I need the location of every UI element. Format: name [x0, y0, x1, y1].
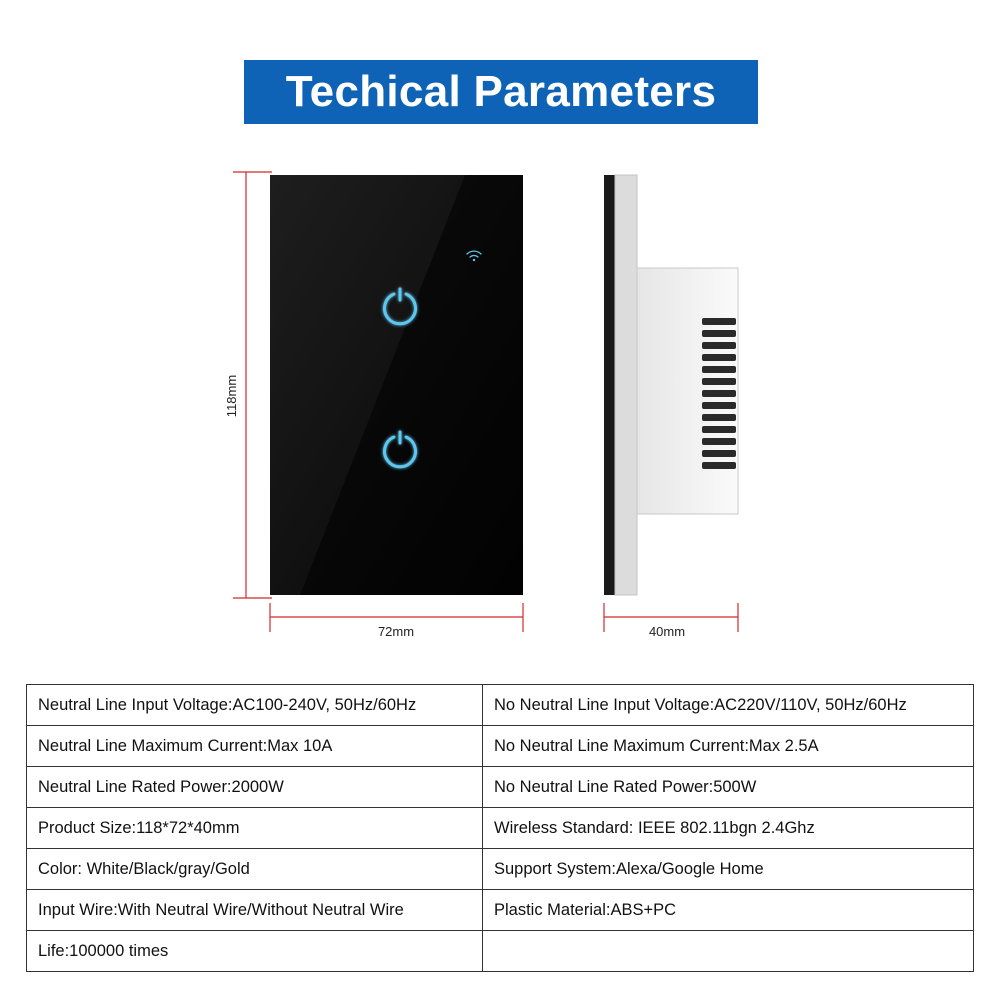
depth-dimension-label: 40mm — [648, 624, 686, 639]
spec-cell: Product Size:118*72*40mm — [27, 808, 483, 849]
spec-cell: Wireless Standard: IEEE 802.11bgn 2.4Ghz — [483, 808, 974, 849]
width-dimension-label: 72mm — [377, 624, 415, 639]
switch-side-view — [604, 175, 738, 595]
spec-cell: Support System:Alexa/Google Home — [483, 849, 974, 890]
table-row — [27, 685, 974, 726]
table-row — [27, 808, 974, 849]
height-dimension-label: 118mm — [224, 374, 239, 418]
spec-cell: No Neutral Line Rated Power:500W — [483, 767, 974, 808]
spec-cell: Life:100000 times — [27, 931, 483, 972]
table-row — [27, 931, 974, 972]
spec-cell: Neutral Line Maximum Current:Max 10A — [27, 726, 483, 767]
spec-table — [26, 684, 974, 972]
spec-cell: Color: White/Black/gray/Gold — [27, 849, 483, 890]
spec-cell: No Neutral Line Maximum Current:Max 2.5A — [483, 726, 974, 767]
table-row — [27, 767, 974, 808]
table-row — [27, 726, 974, 767]
spec-cell: Plastic Material:ABS+PC — [483, 890, 974, 931]
switch-front-panel — [270, 175, 523, 595]
spec-cell: Neutral Line Input Voltage:AC100-240V, 50Hz/60Hz — [27, 685, 483, 726]
spec-cell: No Neutral Line Input Voltage:AC220V/110V, 50Hz/60Hz — [483, 685, 974, 726]
table-row — [27, 849, 974, 890]
spec-cell: Neutral Line Rated Power:2000W — [27, 767, 483, 808]
spec-cell: Input Wire:With Neutral Wire/Without Neutral Wire — [27, 890, 483, 931]
table-row — [27, 890, 974, 931]
page-title: Techical Parameters — [285, 67, 717, 116]
spec-cell — [483, 931, 974, 972]
